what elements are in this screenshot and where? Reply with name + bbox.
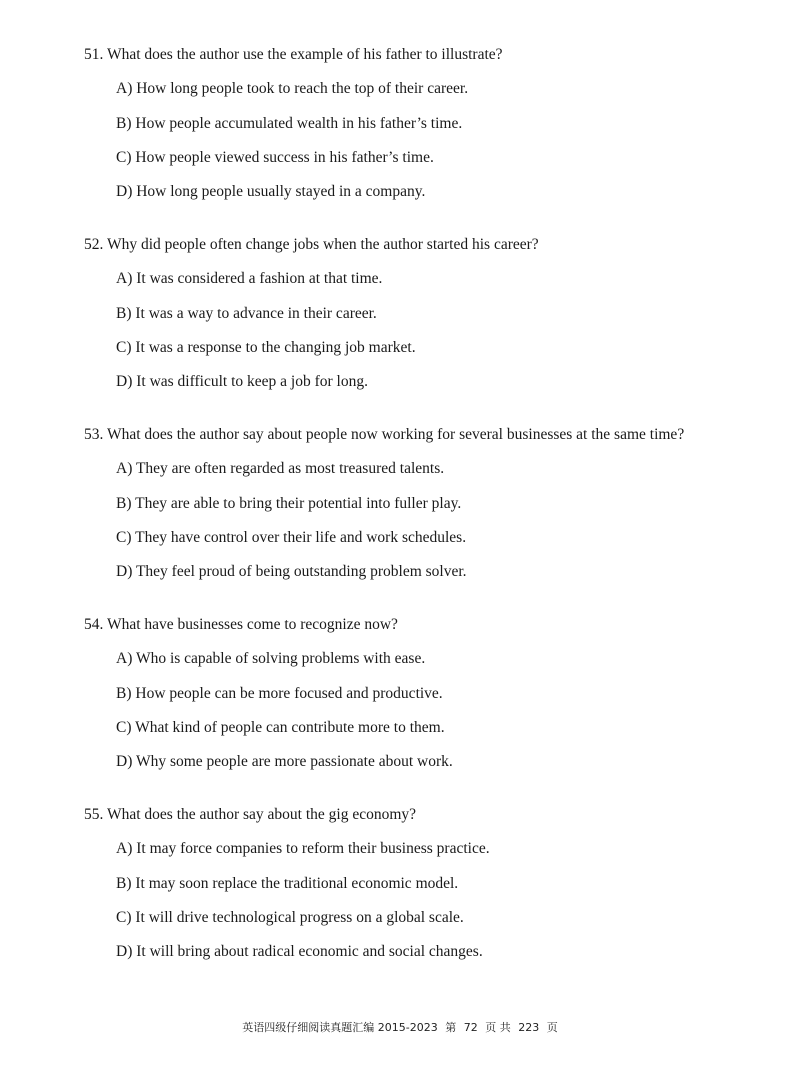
question-stem	[84, 45, 764, 65]
question-51	[84, 45, 764, 202]
question-number: 51.	[84, 46, 104, 63]
option-b: B) It may soon replace the traditional economic model.	[116, 874, 459, 892]
question-text: Why did people often change jobs when the author started his career?	[106, 236, 539, 253]
option-b: B) How people can be more focused and productive.	[116, 684, 443, 702]
question-53	[84, 425, 764, 582]
question-54	[84, 615, 764, 772]
question-text: What does the author say about the gig economy?	[106, 806, 417, 823]
option-a: A) They are often regarded as most treasured talents.	[116, 460, 445, 478]
option-d: D) It will bring about radical economic and social changes.	[116, 943, 483, 961]
footer-page-number: 72	[463, 1021, 478, 1034]
footer-page-label-mid: 页 共	[485, 1021, 511, 1034]
page-footer	[0, 1020, 800, 1036]
question-stem	[84, 425, 764, 445]
footer-title: 英语四级仔细阅读真题汇编 2015-2023	[242, 1021, 438, 1034]
question-stem	[84, 615, 764, 635]
option-d: D) Why some people are more passionate about work.	[116, 753, 453, 771]
option-a: A) It was considered a fashion at that time.	[116, 270, 383, 288]
footer-total-pages: 223	[518, 1021, 540, 1034]
option-a: A) How long people took to reach the top of their career.	[116, 80, 469, 98]
option-d: D) How long people usually stayed in a company.	[116, 183, 426, 201]
footer-page-label-pre: 第	[445, 1021, 457, 1034]
option-b: B) It was a way to advance in their career.	[116, 304, 377, 322]
question-number: 55.	[84, 806, 104, 823]
option-c: C) It will drive technological progress on a global scale.	[116, 908, 464, 926]
question-number: 53.	[84, 426, 104, 443]
question-55	[84, 805, 764, 962]
option-d: D) They feel proud of being outstanding problem solver.	[116, 563, 467, 581]
question-number: 52.	[84, 236, 104, 253]
question-number: 54.	[84, 616, 104, 633]
question-text: What have businesses come to recognize now?	[106, 616, 398, 633]
option-a: A) It may force companies to reform their business practice.	[116, 840, 490, 858]
option-c: C) What kind of people can contribute more to them.	[116, 718, 445, 736]
question-stem	[84, 235, 764, 255]
option-d: D) It was difficult to keep a job for long.	[116, 373, 368, 391]
question-text: What does the author use the example of his father to illustrate?	[106, 46, 503, 63]
option-c: C) It was a response to the changing job market.	[116, 338, 416, 356]
option-c: C) How people viewed success in his father’s time.	[116, 148, 434, 166]
question-text: What does the author say about people now working for several businesses at the same time?	[106, 426, 685, 443]
footer-page-label-post: 页	[546, 1021, 558, 1034]
option-b: B) They are able to bring their potential into fuller play.	[116, 494, 462, 512]
option-b: B) How people accumulated wealth in his father’s time.	[116, 114, 463, 132]
question-stem	[84, 805, 764, 825]
option-a: A) Who is capable of solving problems with ease.	[116, 650, 426, 668]
option-c: C) They have control over their life and work schedules.	[116, 528, 467, 546]
question-52	[84, 235, 764, 392]
